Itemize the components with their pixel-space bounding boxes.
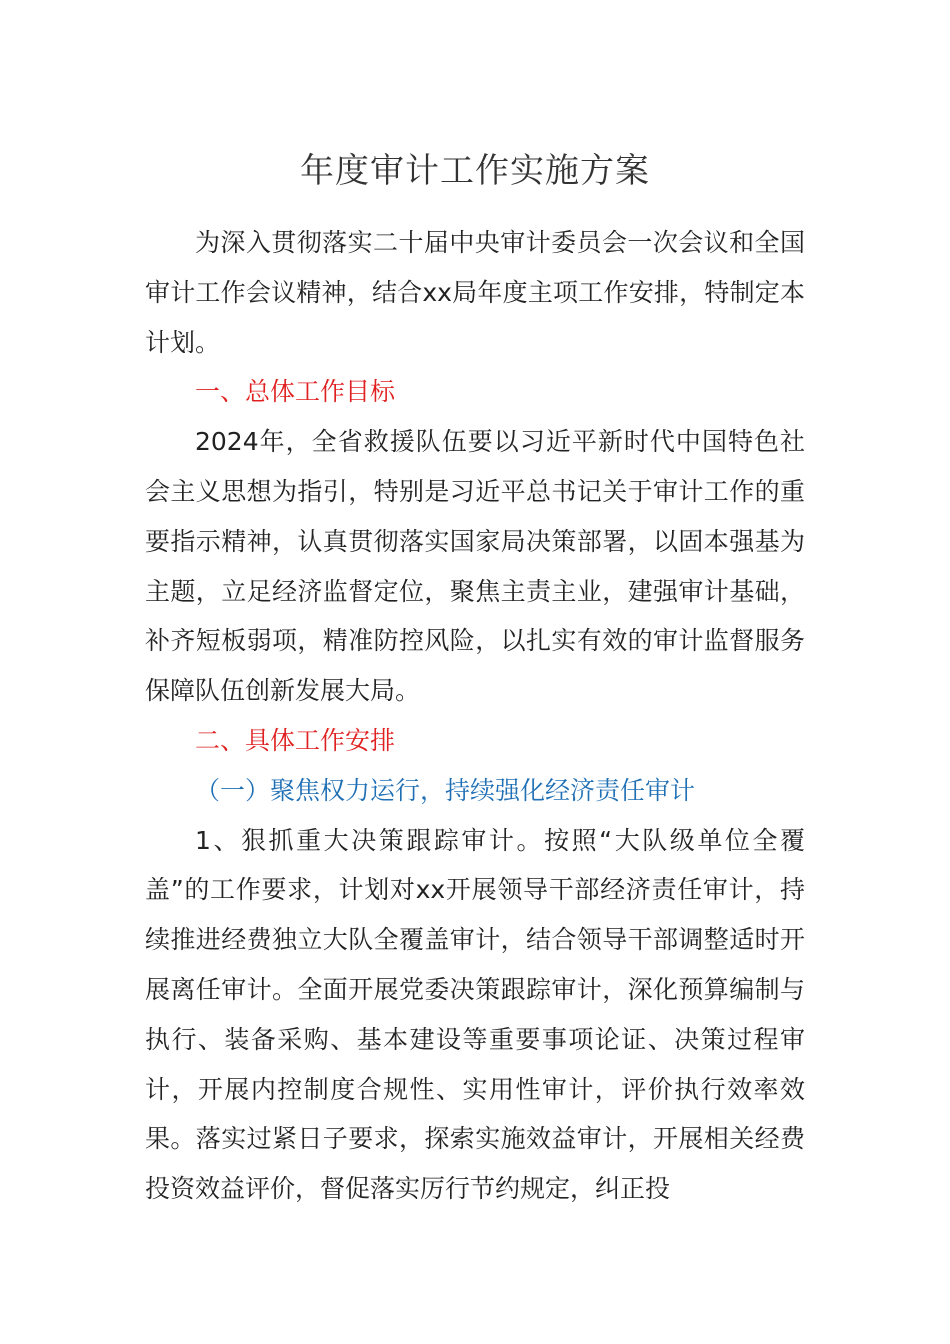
item1-paragraph: 1、狠抓重大决策跟踪审计。按照“大队级单位全覆盖”的工作要求，计划对xx开展领导干部经济责任审计，持续推进经费独立大队全覆盖审计，结合领导干部调整适时开展离任审计。全面开展党委决策跟踪审计，深化预算编制与执行、装备采购、基本建设等重要事项论证、决策过程审计，开展内控制度合规性、实用性审计，评价执行效率效果。落实过紧日子要求，探索实施效益审计，开展相关经费投资效益评价，督促落实厉行节约规定，纠正投: [145, 825, 805, 1204]
document-body: [145, 218, 805, 1214]
section2-heading: 二、具体工作安排: [195, 725, 396, 755]
document-title: 年度审计工作实施方案: [300, 151, 650, 191]
subsection1-heading: （一）聚焦权力运行，持续强化经济责任审计: [195, 775, 696, 805]
intro-paragraph: 为深入贯彻落实二十届中央审计委员会一次会议和全国审计工作会议精神，结合xx局年度主项工作安排，特制定本计划。: [145, 228, 805, 357]
section1-heading: 一、总体工作目标: [195, 377, 396, 407]
section1-paragraph: 2024年，全省救援队伍要以习近平新时代中国特色社会主义思想为指引，特别是习近平总书记关于审计工作的重要指示精神，认真贯彻落实国家局决策部署，以固本强基为主题，立足经济监督定位，聚焦主责主业，建强审计基础，补齐短板弱项，精准防控风险，以扎实有效的审计监督服务保障队伍创新发展大局。: [145, 427, 805, 706]
